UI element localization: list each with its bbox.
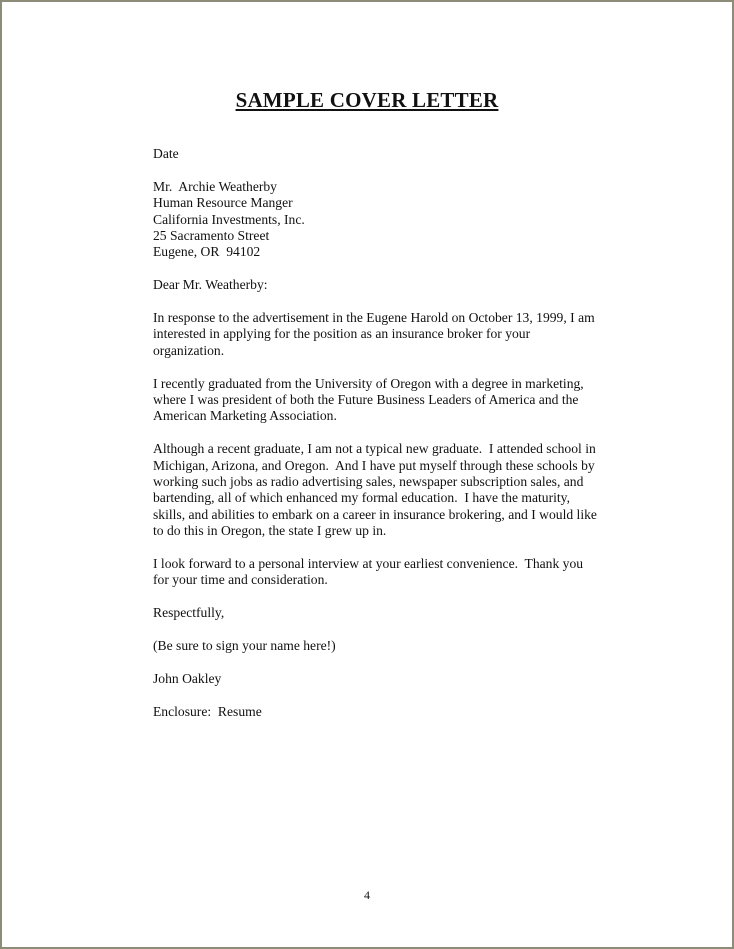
paragraph-line: for your time and consideration. <box>153 572 328 588</box>
paragraph-line: to do this in Oregon, the state I grew up in. <box>153 523 387 539</box>
salutation: Dear Mr. Weatherby: <box>153 277 268 293</box>
recipient-title: Human Resource Manger <box>153 195 293 211</box>
paragraph-line: I look forward to a personal interview at your earliest convenience. Thank you <box>153 556 584 572</box>
letter-title: SAMPLE COVER LETTER <box>235 88 499 112</box>
recipient-name: Mr. Archie Weatherby <box>153 178 277 194</box>
recipient-company: California Investments, Inc. <box>153 211 305 227</box>
paragraph-1 <box>153 310 633 359</box>
signer-name: John Oakley <box>153 670 222 686</box>
recipient-address <box>153 179 633 261</box>
closing: Respectfully, <box>153 605 225 621</box>
paragraph-2 <box>153 376 633 425</box>
paragraph-3 <box>153 441 633 539</box>
paragraph-line: In response to the advertisement in the Eugene Harold on October 13, 1999, I am <box>153 310 595 326</box>
paragraph-line: interested in applying for the position as an insurance broker for your <box>153 326 531 342</box>
paragraph-line: American Marketing Association. <box>153 408 337 424</box>
paragraph-line: I recently graduated from the University of Oregon with a degree in marketing, <box>153 375 584 391</box>
date-line: Date <box>153 146 179 161</box>
paragraph-line: skills, and abilities to embark on a career in insurance brokering, and I would like <box>153 506 597 522</box>
paragraph-line: working such jobs as radio advertising sales, newspaper subscription sales, and <box>153 474 584 490</box>
enclosure-line: Enclosure: Resume <box>153 703 262 719</box>
recipient-street: 25 Sacramento Street <box>153 228 270 244</box>
paragraph-line: organization. <box>153 342 225 358</box>
paragraph-line: bartending, all of which enhanced my formal education. I have the maturity, <box>153 490 570 506</box>
paragraph-line: Michigan, Arizona, and Oregon. And I have put myself through these schools by <box>153 457 595 473</box>
paragraph-line: Although a recent graduate, I am not a typical new graduate. I attended school in <box>153 441 596 457</box>
paragraph-line: where I was president of both the Future Business Leaders of America and the <box>153 392 579 408</box>
letter-body <box>153 146 633 720</box>
paragraph-4 <box>153 556 633 589</box>
page-number: 4 <box>364 888 370 902</box>
signature-note: (Be sure to sign your name here!) <box>153 638 336 654</box>
recipient-city: Eugene, OR 94102 <box>153 244 261 260</box>
